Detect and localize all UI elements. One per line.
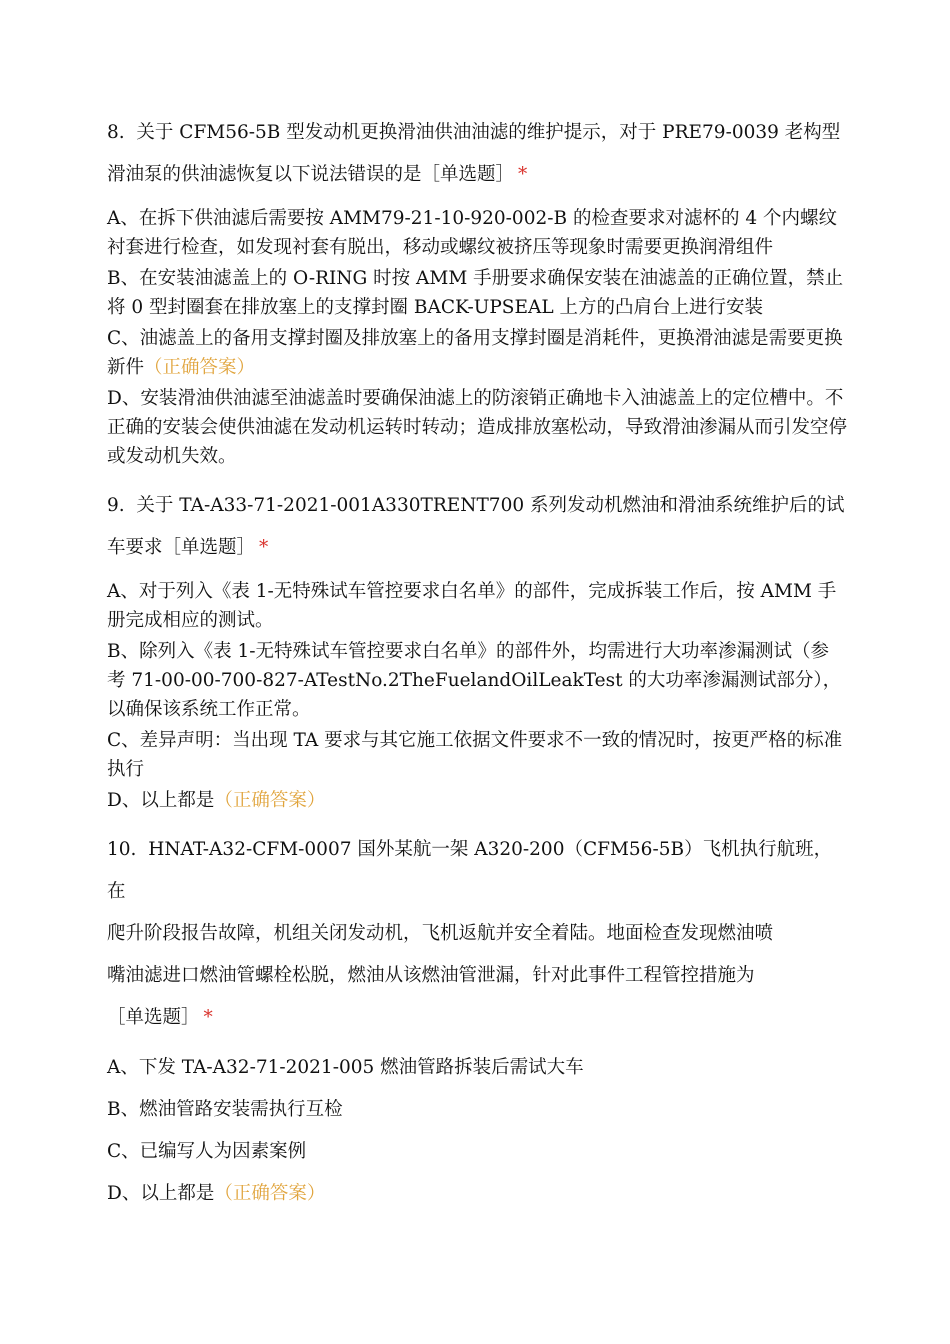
option-b[interactable] (107, 637, 847, 724)
option-text: D、安装滑油供油滤至油滤盖时要确保油滤上的防滚销正确地卡入油滤盖上的定位槽中。不正确的安装会使供油滤在发动机运转时转动；造成排放塞松动，导致滑油渗漏从而引发空停或发动机失效。 (107, 388, 848, 467)
option-d[interactable] (107, 384, 847, 471)
option-b[interactable] (107, 1095, 847, 1124)
question-title (107, 485, 847, 569)
option-text: C、油滤盖上的备用支撑封圈及排放塞上的备用支撑封圈是消耗件，更换滑油滤是需要更换新件 (107, 328, 843, 378)
option-c[interactable] (107, 726, 847, 784)
option-d[interactable] (107, 786, 847, 815)
question-text-line: 关于 TA-A33-71-2021-001A330TRENT700 系列发动机燃油和滑油系统维护后的试 (136, 495, 845, 516)
option-a[interactable] (107, 204, 847, 262)
question-title (107, 112, 847, 196)
question-10 (107, 829, 847, 1208)
option-text: B、除列入《表 1-无特殊试车管控要求白名单》的部件外，均需进行大功率渗漏测试（参考 71-00-00-700-827-ATestNo.2TheFuelandOilLeakTest 的大功率渗漏测试部分），以确保该系统工作正常。 (107, 641, 842, 720)
correct-answer-tag: （正确答案） (214, 790, 326, 811)
question-text-line: HNAT-A32-CFM-0007 国外某航一架 A320-200（CFM56-5B）飞机执行航班，在 (107, 839, 833, 902)
question-text-line: 关于 CFM56-5B 型发动机更换滑油供油油滤的维护提示，对于 PRE79-0039 老构型 (136, 122, 841, 143)
option-a[interactable] (107, 577, 847, 635)
option-list (107, 204, 847, 471)
correct-answer-tag: （正确答案） (214, 1183, 326, 1204)
question-number: 9. (107, 495, 125, 516)
option-text: A、对于列入《表 1-无特殊试车管控要求白名单》的部件，完成拆装工作后，按 AMM 手册完成相应的测试。 (107, 581, 837, 631)
required-mark: * (259, 537, 269, 558)
option-b[interactable] (107, 264, 847, 322)
required-mark: * (518, 164, 528, 185)
question-text-line: 爬升阶段报告故障，机组关闭发动机，飞机返航并安全着陆。地面检查发现燃油喷 (107, 923, 774, 944)
question-text-line: 车要求［单选题］ (107, 537, 256, 558)
question-8 (107, 112, 847, 471)
question-text-line: 嘴油滤进口燃油管螺栓松脱，燃油从该燃油管泄漏，针对此事件工程管控措施为 (107, 965, 755, 986)
option-text: B、在安装油滤盖上的 O-RING 时按 AMM 手册要求确保安装在油滤盖的正确位置，禁止将 0 型封圈套在排放塞上的支撑封圈 BACK-UPSEAL 上方的凸肩台上进行安装 (107, 268, 844, 318)
option-text: D、以上都是 (107, 1183, 215, 1204)
option-c[interactable] (107, 1137, 847, 1166)
question-number: 10. (107, 839, 137, 860)
question-9 (107, 485, 847, 815)
document-page (107, 112, 847, 1221)
option-d[interactable] (107, 1179, 847, 1208)
option-text: B、燃油管路安装需执行互检 (107, 1099, 343, 1120)
option-list (107, 577, 847, 815)
option-text: C、已编写人为因素案例 (107, 1141, 307, 1162)
question-text-line: 滑油泵的供油滤恢复以下说法错误的是［单选题］ (107, 164, 515, 185)
option-c[interactable] (107, 324, 847, 382)
option-text: A、下发 TA-A32-71-2021-005 燃油管路拆装后需试大车 (107, 1057, 584, 1078)
correct-answer-tag: （正确答案） (144, 357, 256, 378)
option-list (107, 1053, 847, 1208)
option-text: C、差异声明：当出现 TA 要求与其它施工依据文件要求不一致的情况时，按更严格的标准执行 (107, 730, 843, 780)
option-text: A、在拆下供油滤后需要按 AMM79-21-10-920-002-B 的检查要求对滤杯的 4 个内螺纹衬套进行检查，如发现衬套有脱出，移动或螺纹被挤压等现象时需要更换润滑组件 (107, 208, 837, 258)
required-mark: * (203, 1007, 213, 1028)
question-number: 8. (107, 122, 125, 143)
option-text: D、以上都是 (107, 790, 215, 811)
question-title (107, 829, 847, 1039)
option-a[interactable] (107, 1053, 847, 1082)
question-text-line: ［单选题］ (107, 1007, 200, 1028)
